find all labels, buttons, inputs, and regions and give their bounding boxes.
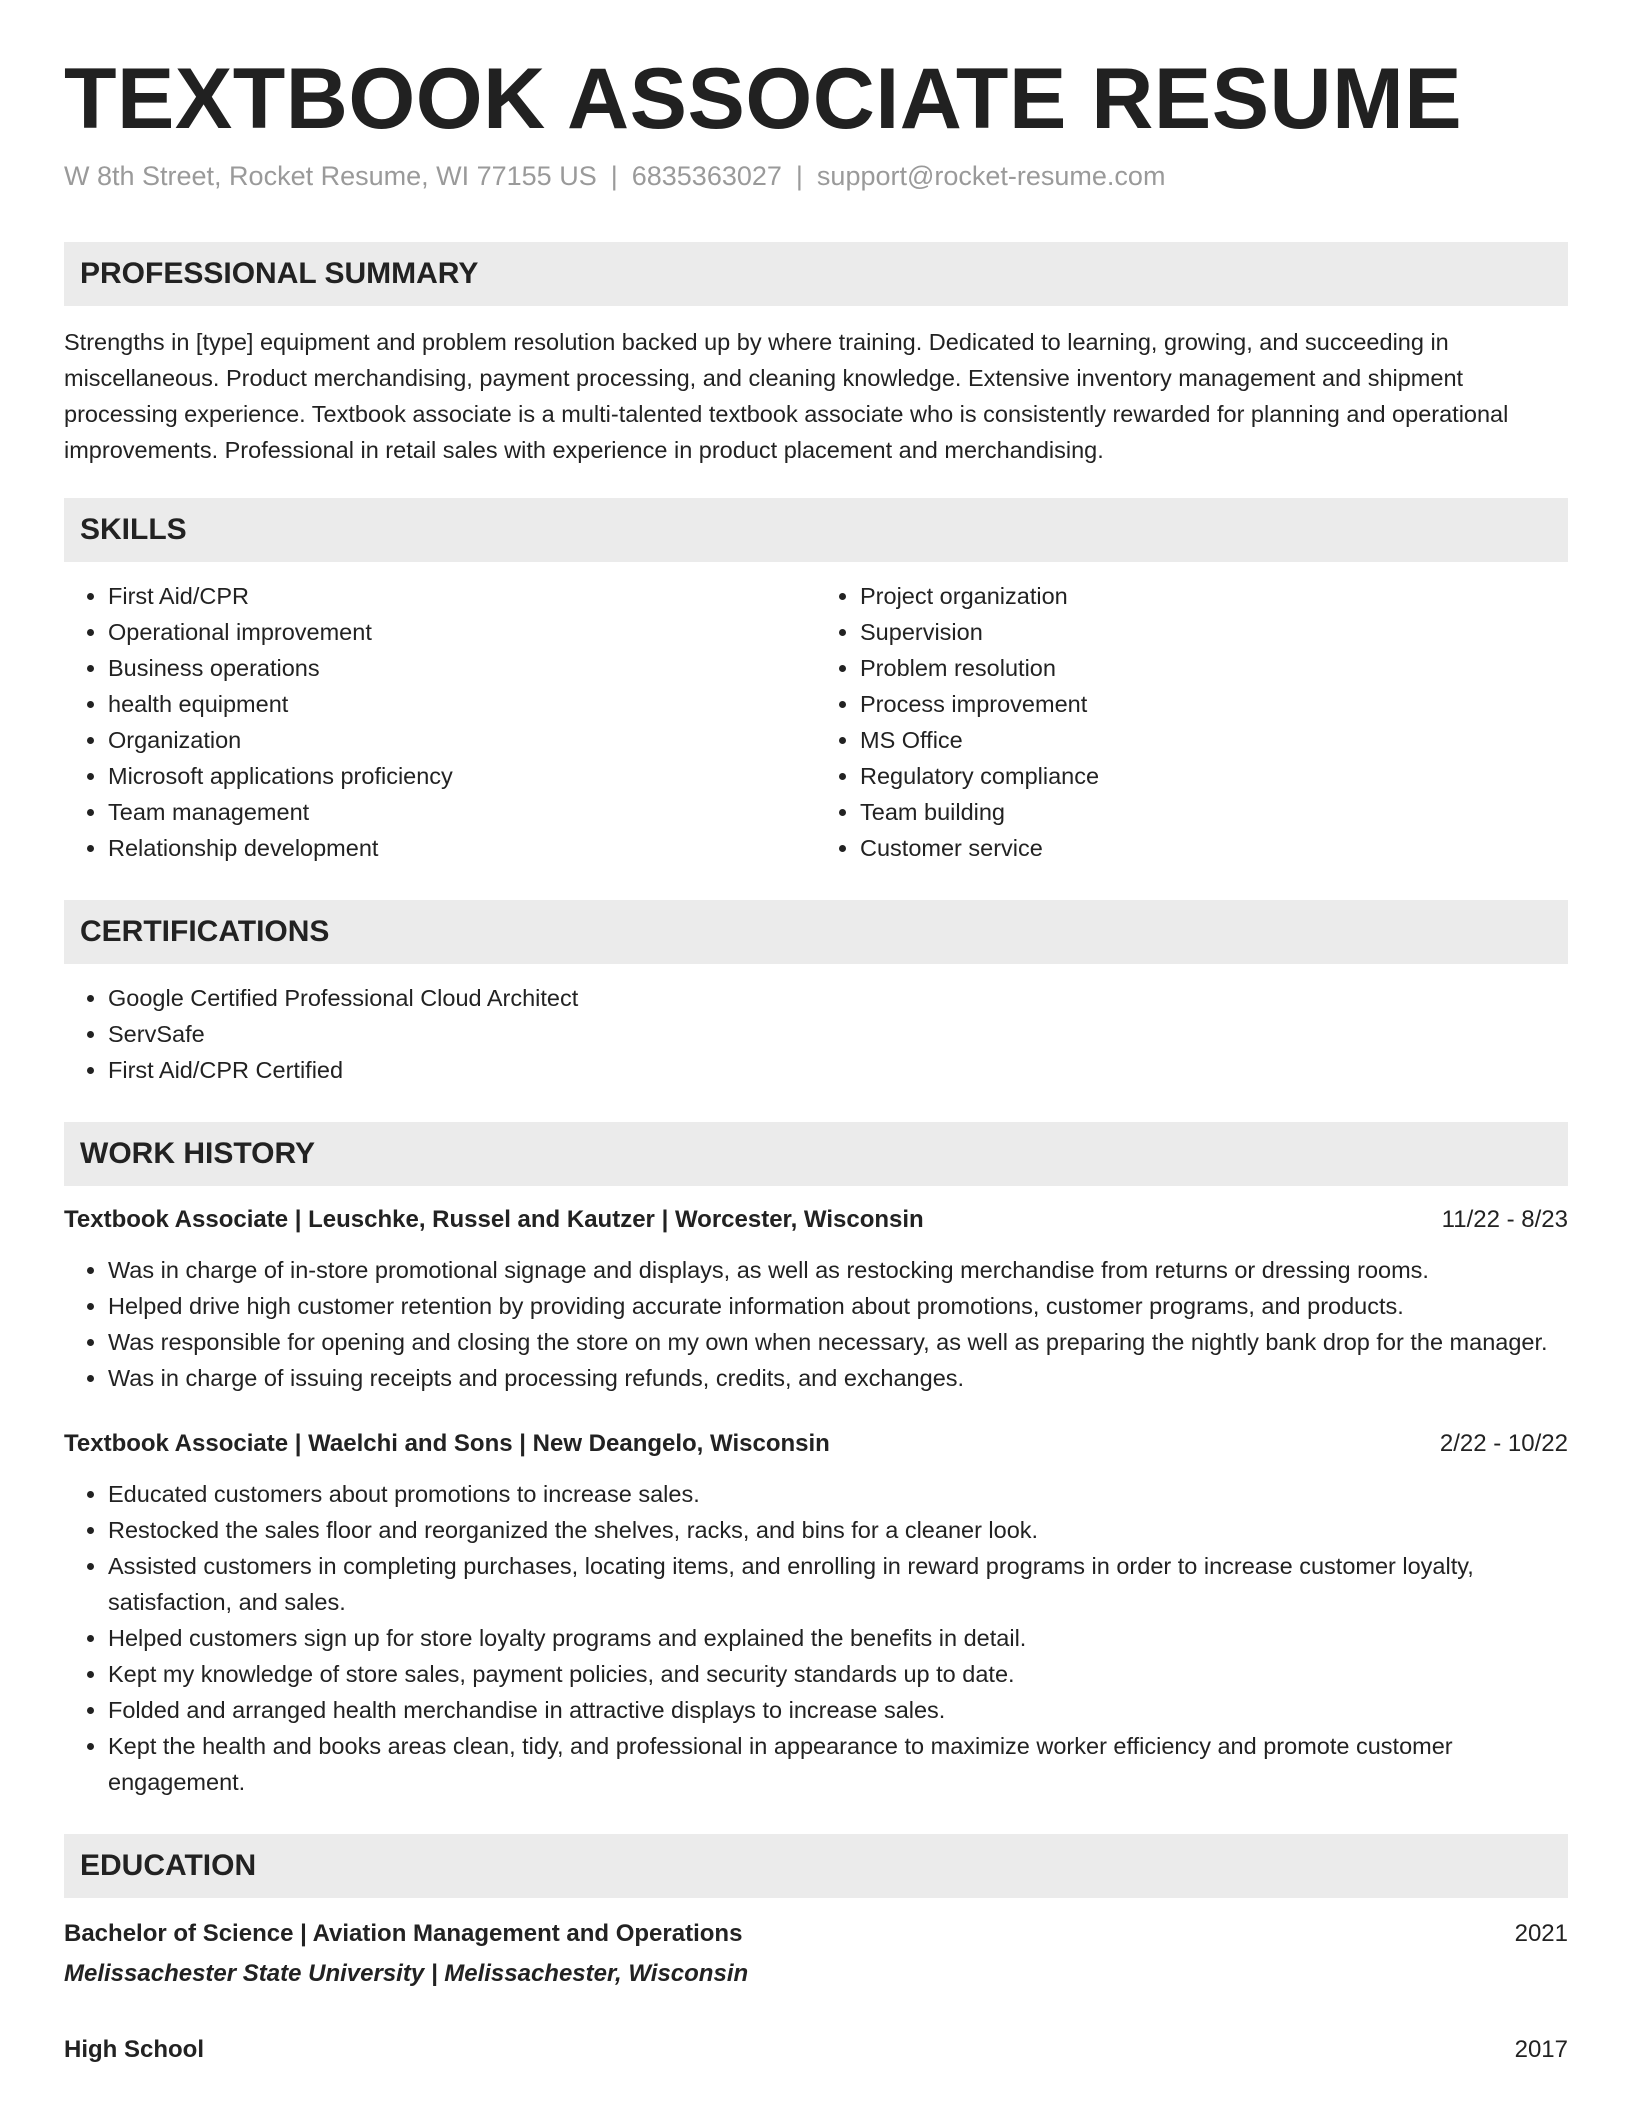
job-bullet: • Helped drive high customer retention by providing accurate information about promotions, customer programs, and products. xyxy=(108,1288,1568,1324)
summary-text: Strengths in [type] equipment and problem resolution backed up by where training. Dedicated to learning, growing, and succeeding in miscellaneous. Product merchandising, payment processing, and cleaning knowledge. Extensive inventory management and shipment processing experience. Textbook associate is a multi-talented textbook associate who is consistently rewarded for planning and operational improvements. Professional in retail sales with experience in product placement and merchandising. xyxy=(64,328,1509,463)
section-header-education: EDUCATION xyxy=(64,1834,1568,1898)
job-dates: 2/22 - 10/22 xyxy=(1439,1429,1568,1457)
job-header xyxy=(64,1426,1568,1462)
certification-item: • Google Certified Professional Cloud Architect xyxy=(108,980,1568,1016)
education-header xyxy=(64,1916,1568,1952)
skill-item: • health equipment xyxy=(108,686,816,722)
section-header-skills: SKILLS xyxy=(64,498,1568,562)
job-bullet: • Kept the health and books areas clean, tidy, and professional in appearance to maximize worker efficiency and promote customer engagement. xyxy=(108,1728,1568,1800)
job-bullet: • Assisted customers in completing purchases, locating items, and enrolling in reward programs in order to increase customer loyalty, satisfaction, and sales. xyxy=(108,1548,1568,1620)
contact-separator: | xyxy=(795,160,803,191)
skills-grid xyxy=(64,578,1568,866)
job-bullet: • Folded and arranged health merchandise in attractive displays to increase sales. xyxy=(108,1692,1568,1728)
skill-item: • MS Office xyxy=(860,722,1568,758)
job-bullet: • Was in charge of in-store promotional signage and displays, as well as restocking merchandise from returns or dressing rooms. xyxy=(108,1252,1568,1288)
section-header-work-history: WORK HISTORY xyxy=(64,1122,1568,1186)
job-bullet: • Helped customers sign up for store loyalty programs and explained the benefits in detail. xyxy=(108,1620,1568,1656)
certification-item: • First Aid/CPR Certified xyxy=(108,1052,1568,1088)
education-entry xyxy=(64,2032,1568,2068)
job-bullet: • Was responsible for opening and closing the store on my own when necessary, as well as preparing the nightly bank drop for the manager. xyxy=(108,1324,1568,1360)
job-title: Textbook Associate | Leuschke, Russel and Kautzer | Worcester, Wisconsin xyxy=(64,1205,924,1233)
job-bullets xyxy=(64,1252,1568,1396)
education-entry xyxy=(64,1916,1568,1992)
certifications-list xyxy=(64,980,1568,1088)
job-bullets xyxy=(64,1476,1568,1800)
education-school: Melissachester State University | Melissachester, Wisconsin xyxy=(64,1959,749,1987)
resume-title: TEXTBOOK ASSOCIATE RESUME xyxy=(64,51,1463,147)
contact-phone: 6835363027 xyxy=(631,160,782,191)
section-header-certifications: CERTIFICATIONS xyxy=(64,900,1568,964)
skill-item: • Project organization xyxy=(860,578,1568,614)
education-year: 2021 xyxy=(1514,1919,1568,1947)
job-header xyxy=(64,1202,1568,1238)
job-bullet: • Restocked the sales floor and reorganized the shelves, racks, and bins for a cleaner look. xyxy=(108,1512,1568,1548)
job-entry xyxy=(64,1202,1568,1396)
contact-email: support@rocket-resume.com xyxy=(816,160,1166,191)
job-bullet: • Kept my knowledge of store sales, payment policies, and security standards up to date. xyxy=(108,1656,1568,1692)
section-header-summary: PROFESSIONAL SUMMARY xyxy=(64,242,1568,306)
skill-item: • Organization xyxy=(108,722,816,758)
education-header xyxy=(64,2032,1568,2068)
skill-item: • Customer service xyxy=(860,830,1568,866)
job-title: Textbook Associate | Waelchi and Sons | New Deangelo, Wisconsin xyxy=(64,1429,830,1457)
job-dates: 11/22 - 8/23 xyxy=(1441,1205,1568,1233)
contact-separator: | xyxy=(610,160,618,191)
skills-list-right xyxy=(816,578,1568,866)
skill-item: • Operational improvement xyxy=(108,614,816,650)
skill-item: • Team management xyxy=(108,794,816,830)
contact-line xyxy=(64,161,1568,192)
skill-item: • Business operations xyxy=(108,650,816,686)
skill-item: • Process improvement xyxy=(860,686,1568,722)
job-entry xyxy=(64,1426,1568,1800)
contact-address: W 8th Street, Rocket Resume, WI 77155 US xyxy=(64,160,597,191)
skill-item: • Supervision xyxy=(860,614,1568,650)
certification-item: • ServSafe xyxy=(108,1016,1568,1052)
skill-item: • Relationship development xyxy=(108,830,816,866)
skill-item: • Problem resolution xyxy=(860,650,1568,686)
skill-item: • Regulatory compliance xyxy=(860,758,1568,794)
skill-item: • Team building xyxy=(860,794,1568,830)
skills-list-left xyxy=(64,578,816,866)
job-bullet: • Educated customers about promotions to increase sales. xyxy=(108,1476,1568,1512)
skill-item: • First Aid/CPR xyxy=(108,578,816,614)
education-degree: High School xyxy=(64,2035,204,2063)
job-bullet: • Was in charge of issuing receipts and processing refunds, credits, and exchanges. xyxy=(108,1360,1568,1396)
skill-item: • Microsoft applications proficiency xyxy=(108,758,816,794)
education-year: 2017 xyxy=(1514,2035,1568,2063)
education-degree: Bachelor of Science | Aviation Management and Operations xyxy=(64,1919,743,1947)
